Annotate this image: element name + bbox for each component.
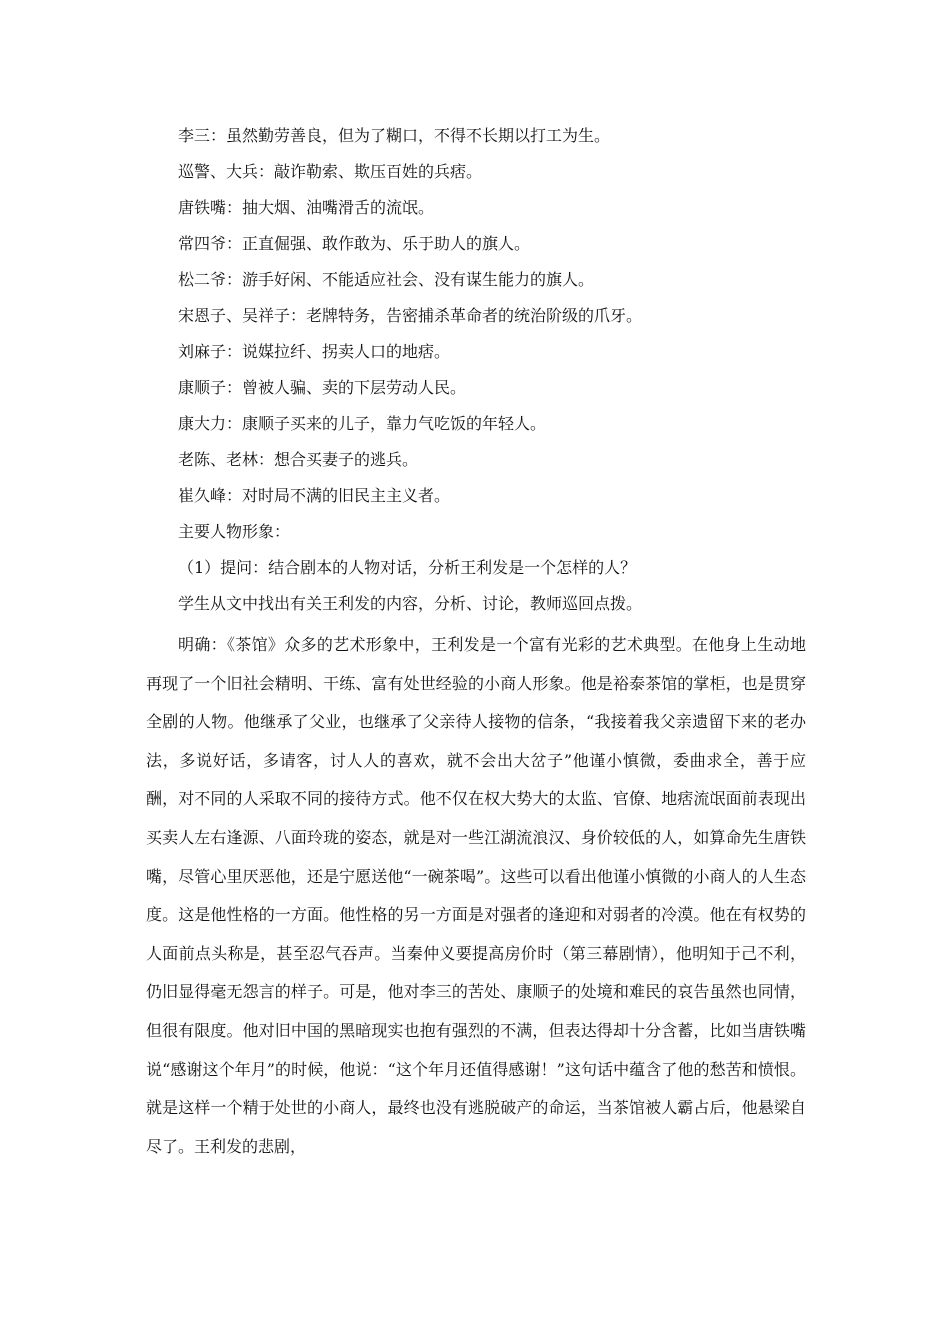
instruction-line: 学生从文中找出有关王利发的内容，分析、讨论，教师巡回点拨。 bbox=[178, 594, 643, 613]
character-line-chang-siye: 常四爷：正直倔强、敢作敢为、乐于助人的旗人。 bbox=[178, 234, 531, 253]
character-line-cui-jiufeng: 崔久峰：对时局不满的旧民主主义者。 bbox=[178, 486, 451, 505]
section-heading: 主要人物形象： bbox=[178, 522, 291, 541]
character-line-tang-tiezui: 唐铁嘴：抽大烟、油嘴滑舌的流氓。 bbox=[178, 198, 435, 217]
analysis-paragraph: 明确：《茶馆》众多的艺术形象中，王利发是一个富有光彩的艺术典型。在他身上生动地再现了一个旧社会精明、干练、富有处世经验的小商人形象。他是裕泰茶馆的掌柜，也是贯穿全剧的人物。他继承了父业，也继承了父亲待人接物的信条，“我接着我父亲遗留下来的老办法，多说好话，多请客，讨人人的喜欢，就不会出大岔子”他谨小慎微，委曲求全，善于应酬，对不同的人采取不同的接待方式。他不仅在权大势大的太监、官僚、地痞流氓面前表现出买卖人左右逢源、八面玲珑的姿态，就是对一些江湖流浪汉、身价较低的人，如算命先生唐铁嘴，尽管心里厌恶他，还是宁愿送他“一碗茶喝”。这些可以看出他谨小慎微的小商人的人生态度。这是他性格的一方面。他性格的另一方面是对强者的逢迎和对弱者的冷漠。他在有权势的人面前点头称是，甚至忍气吞声。当秦仲义要提高房价时（第三幕剧情），他明知于己不利，仍旧显得毫无怨言的样子。可是，他对李三的苦处、康顺子的处境和难民的哀告虽然也同情，但很有限度。他对旧中国的黑暗现实也抱有强烈的不满，但表达得却十分含蓄，比如当唐铁嘴说“感谢这个年月”的时候，他说：“这个年月还值得感谢！”这句话中蕴含了他的愁苦和愤恨。就是这样一个精于处世的小商人，最终也没有逃脱破产的命运，当茶馆被人霸占后，他悬梁自尽了。王利发的悲剧， bbox=[146, 635, 806, 1156]
character-line-song-enzi: 宋恩子、吴祥子：老牌特务，告密捕杀革命者的统治阶级的爪牙。 bbox=[178, 306, 643, 325]
character-line-liu-mazi: 刘麻子：说媒拉纤、拐卖人口的地痞。 bbox=[178, 342, 451, 361]
character-line-li-san: 李三：虽然勤劳善良，但为了糊口，不得不长期以打工为生。 bbox=[178, 126, 611, 145]
question-line: （1）提问：结合剧本的人物对话，分析王利发是一个怎样的人？ bbox=[178, 558, 637, 577]
character-line-lao-chen: 老陈、老林：想合买妻子的逃兵。 bbox=[178, 450, 419, 469]
character-line-kang-dali: 康大力：康顺子买来的儿子，靠力气吃饭的年轻人。 bbox=[178, 414, 547, 433]
character-line-police-soldier: 巡警、大兵：敲诈勒索、欺压百姓的兵痞。 bbox=[178, 162, 483, 181]
character-line-song-erye: 松二爷：游手好闲、不能适应社会、没有谋生能力的旗人。 bbox=[178, 270, 595, 289]
character-line-kang-shunzi: 康顺子：曾被人骗、卖的下层劳动人民。 bbox=[178, 378, 467, 397]
